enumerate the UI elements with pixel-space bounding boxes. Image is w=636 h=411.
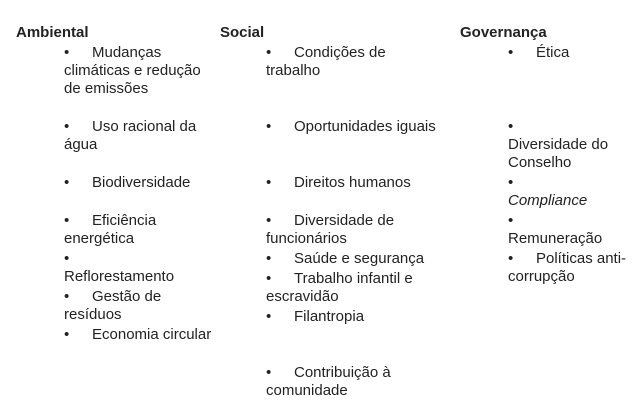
bullet-icon: • xyxy=(508,212,514,229)
column-title-ambiental: Ambiental xyxy=(16,24,89,41)
bullet-icon: • xyxy=(64,250,70,267)
bullet-icon: • xyxy=(508,118,514,135)
bullet-icon: • xyxy=(64,44,70,61)
bullet-icon: • xyxy=(508,250,514,267)
column-governanca xyxy=(460,24,630,285)
bullet-icon: • xyxy=(266,174,272,191)
bullet-icon: • xyxy=(266,44,272,61)
bullet-icon: • xyxy=(64,326,70,343)
list-item: • Trabalho infantil e escravidão xyxy=(266,270,413,305)
list-item: • Políticas anti-corrupção xyxy=(508,250,627,285)
bullet-icon: • xyxy=(64,288,70,305)
bullet-icon: • xyxy=(508,174,514,191)
list-item: • Biodiversidade xyxy=(64,174,191,191)
list-item: • Direitos humanos xyxy=(266,174,411,191)
list-item: • Oportunidades iguais xyxy=(266,118,436,135)
list-item: • Filantropia xyxy=(266,308,365,325)
list-item: • Condições de trabalho xyxy=(266,44,386,79)
list-item: • Compliance xyxy=(508,174,588,209)
list-item: • Mudanças climáticas e redução de emissões xyxy=(64,44,201,97)
list-item: • Diversidade de funcionários xyxy=(266,212,395,247)
column-social xyxy=(220,24,440,399)
column-title-governanca: Governança xyxy=(460,24,547,41)
column-title-social: Social xyxy=(220,24,265,41)
list-item: • Eficiência energética xyxy=(64,212,157,247)
bullet-icon: • xyxy=(266,212,272,229)
bullet-icon: • xyxy=(266,308,272,325)
bullet-icon: • xyxy=(266,364,272,381)
bullet-icon: • xyxy=(266,270,272,287)
bullet-icon: • xyxy=(64,174,70,191)
list-item: • Gestão de resíduos xyxy=(64,288,162,323)
bullet-icon: • xyxy=(64,212,70,229)
list-item: • Diversidade do Conselho xyxy=(508,118,609,171)
list-item: • Remuneração xyxy=(508,212,603,247)
list-item: • Saúde e segurança xyxy=(266,250,425,267)
list-item: • Uso racional da água xyxy=(64,118,197,153)
bullet-icon: • xyxy=(266,250,272,267)
bullet-icon: • xyxy=(266,118,272,135)
list-item: • Economia circular xyxy=(64,326,212,343)
list-item: • Ética xyxy=(508,44,570,61)
list-item: • Contribuição à comunidade xyxy=(266,364,391,399)
list-item: • Reflorestamento xyxy=(64,250,175,285)
bullet-icon: • xyxy=(64,118,70,135)
bullet-icon: • xyxy=(508,44,514,61)
column-ambiental xyxy=(16,24,216,343)
